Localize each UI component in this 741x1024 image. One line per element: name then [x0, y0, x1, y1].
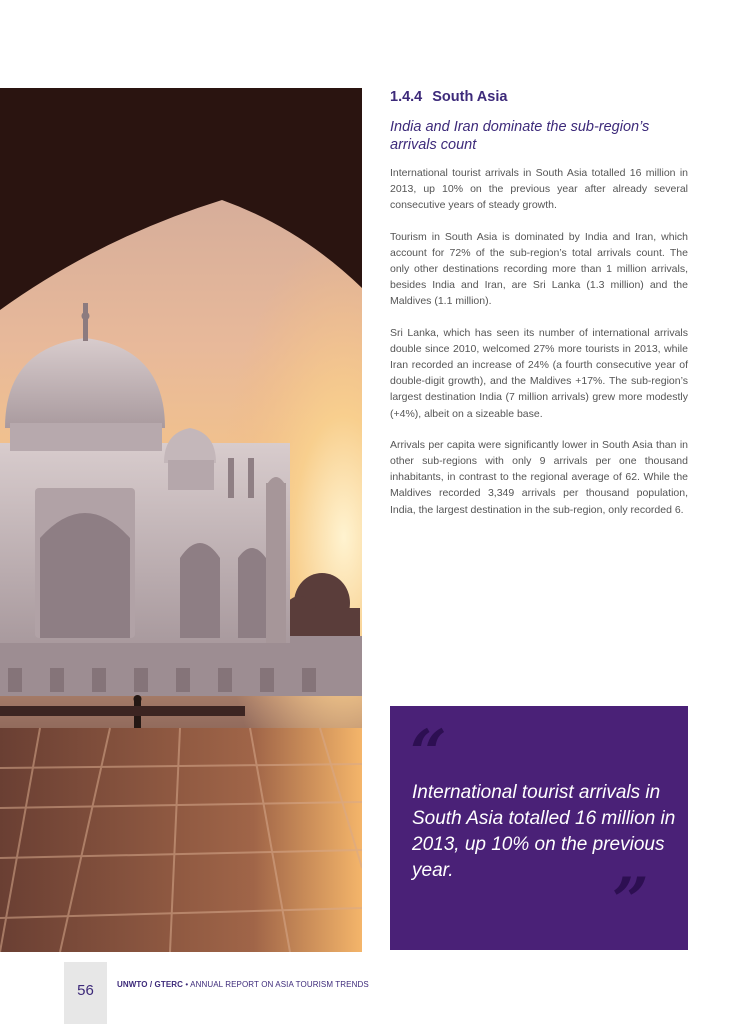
paragraph: Tourism in South Asia is dominated by India and Iran, which account for 72% of the sub-region’s total arrivals count. The only other destinations recording more than 1 million arrivals, besides India and Iran, are Sri Lanka (1.3 million) and the Maldives (1.1 million).	[390, 230, 688, 308]
taj-mahal-illustration	[0, 88, 362, 952]
page-number: 56	[77, 982, 94, 999]
section-title: South Asia	[432, 89, 508, 105]
pull-quote-text: International tourist arrivals in South Asia totalled 16 million in 2013, up 10% on the previous year.	[412, 782, 676, 881]
taj-mahal-photo	[0, 88, 362, 952]
section-number: 1.4.4	[390, 89, 423, 105]
paragraph: Arrivals per capita were significantly lower in South Asia than in other sub-regions with only 9 arrivals per one thousand inhabitants, in contrast to the regional average of 62. While the Maldives recorded 3,349 arrivals per thousand population, India, the largest destination in the sub-region, only recorded 6.	[390, 438, 688, 516]
running-footer	[117, 980, 369, 989]
footer-report-title: ANNUAL REPORT ON ASIA TOURISM TRENDS	[190, 980, 369, 989]
page-number-box	[64, 962, 107, 1024]
body-text	[390, 165, 688, 533]
section-subtitle: India and Iran dominate the sub-region’s arrivals count	[390, 119, 650, 153]
paragraph: International tourist arrivals in South Asia totalled 16 million in 2013, up 10% on the previous year after already several consecutive years of steady growth.	[390, 167, 688, 212]
footer-separator: •	[183, 980, 191, 989]
footer-org: UNWTO / GTERC	[117, 980, 184, 989]
paragraph: Sri Lanka, which has seen its number of international arrivals double since 2010, welcomed 27% more tourists in 2013, while Iran recorded an increase of 24% (a fourth consecutive year of double-digit growth), and the Maldives +17%. The sub-region’s largest destination India (7 million arrivals) grew more modestly (+4%), albeit on a sizeable base.	[390, 326, 688, 420]
section-heading	[390, 89, 690, 105]
close-quote-icon: ”	[612, 864, 649, 939]
open-quote-icon: “	[410, 716, 447, 791]
pull-quote-box	[390, 706, 688, 950]
